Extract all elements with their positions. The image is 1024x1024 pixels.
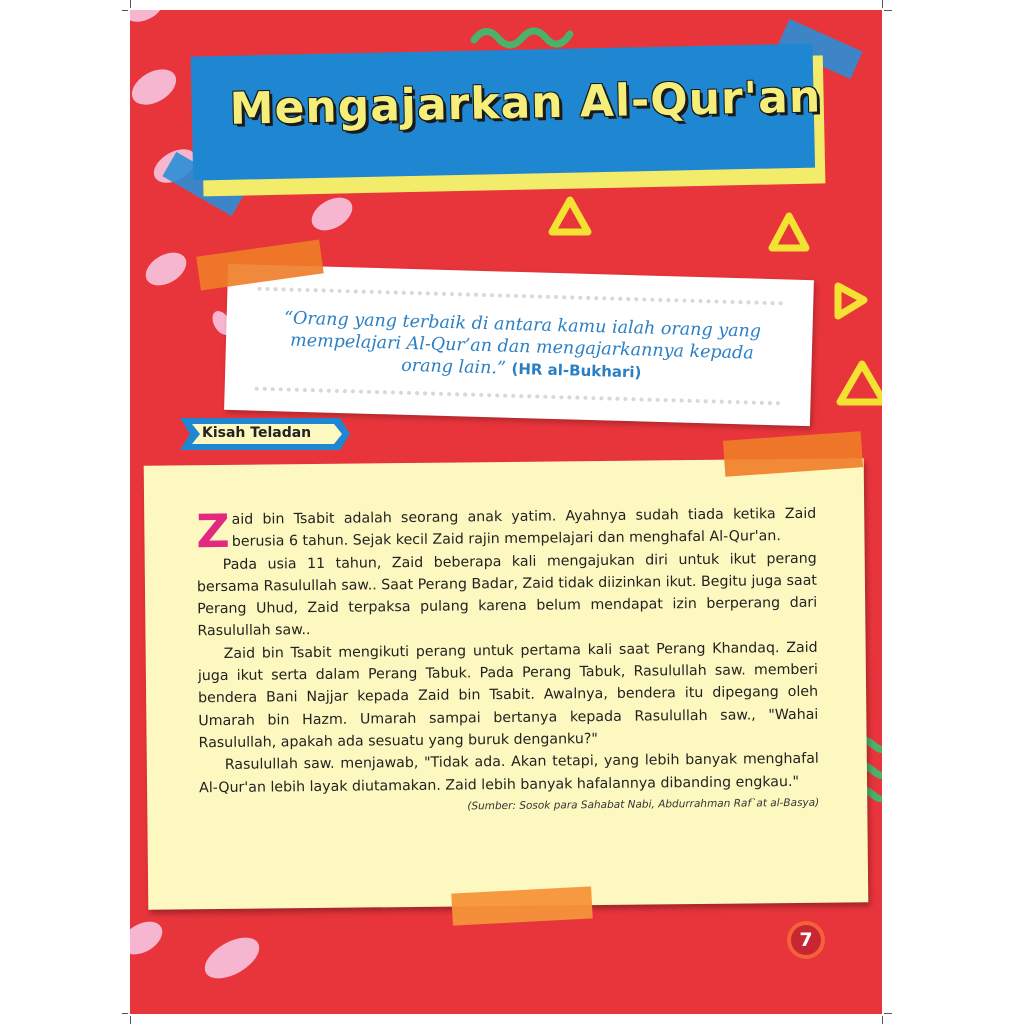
page-number-badge (786, 920, 826, 960)
green-squiggle (470, 20, 580, 50)
page-title: Mengajarkan Al-Qur'an (229, 71, 822, 135)
quote-block (261, 307, 783, 387)
quote-card (224, 264, 814, 426)
quote-source: (HR al-Bukhari) (511, 359, 642, 382)
drop-cap: Z (196, 503, 231, 559)
story-card (144, 458, 869, 910)
quote-text: “Orang yang terbaik di antara kamu ialah orang yang mempelajari Al-Qur’an dan mengajarkannya kepada orang lain.” (283, 308, 762, 379)
title-banner (191, 43, 826, 194)
pink-blob (306, 191, 358, 237)
section-label: Kisah Teladan (202, 425, 312, 441)
story-source: (Sumber: Sosok para Sahabat Nabi, Abdurrahman Raf`at al-Basya) (467, 796, 820, 813)
section-badge (180, 414, 350, 454)
dotted-divider (255, 387, 781, 406)
yellow-triangle (834, 358, 882, 410)
story-paragraph-text: aid bin Tsabit adalah seorang anak yatim. Ayahnya sudah tiada ketika Zaid berusia 6 tahun. Sejak kecil Zaid rajin mempelajari dan menghafal Al-Qur'an. (231, 505, 817, 551)
story-paragraph: Rasulullah saw. menjawab, "Tidak ada. Akan tetapi, yang lebih banyak menghafal Al-Qur'an lebih layak diutamakan. Zaid lebih banyak hafalannya dibanding engkau." (198, 750, 819, 796)
pink-blob (140, 246, 192, 292)
tape-orange (451, 886, 592, 925)
yellow-triangle (832, 280, 872, 322)
pink-blob (130, 62, 182, 112)
pink-blob (198, 929, 266, 987)
story-paragraph: Zaid bin Tsabit mengikuti perang untuk pertama kali saat Perang Khandaq. Zaid juga ikut serta dalam Perang Tabuk. Pada Perang Tabuk, Rasulullah saw. memberi bendera Bani Najjar kepada Zaid bin Tsabit. Awalnya, bendera itu dipegang oleh Umarah bin Hazm. Umarah sampai bertanya kepada Rasulullah saw., "Wahai Rasulullah, apakah ada sesuatu yang buruk denganku?" (197, 639, 819, 752)
yellow-triangle (546, 194, 594, 240)
book-page (130, 10, 882, 1014)
pink-blob (130, 915, 168, 961)
story-paragraph (196, 503, 817, 559)
dotted-divider (257, 287, 783, 306)
pink-blob (130, 10, 167, 27)
page-number: 7 (799, 929, 813, 951)
yellow-triangle (766, 210, 812, 256)
story-paragraph: Pada usia 11 tahun, Zaid beberapa kali mengajukan diri untuk ikut perang bersama Rasulullah saw.. Saat Perang Badar, Zaid tidak diizinkan ikut. Begitu juga saat Perang Uhud, Zaid terpaksa pulang karena belum mendapat izin berperang dari Rasulullah saw.. (196, 550, 818, 640)
story-text (196, 503, 819, 817)
